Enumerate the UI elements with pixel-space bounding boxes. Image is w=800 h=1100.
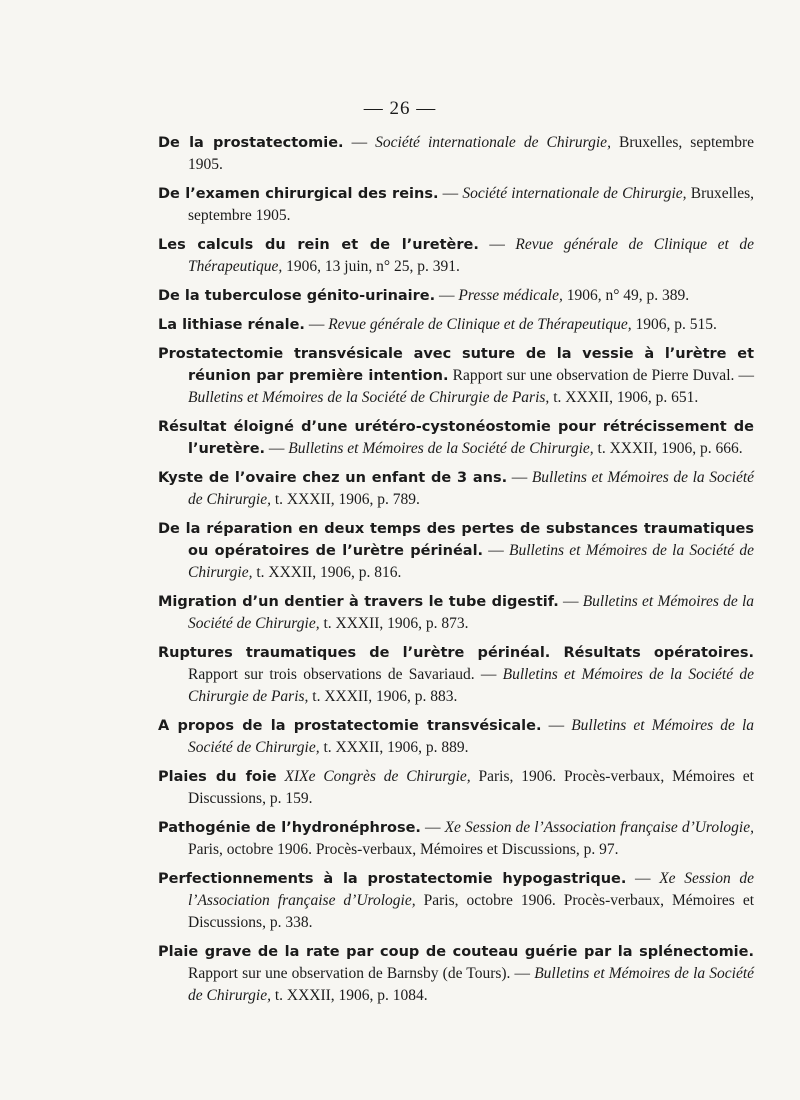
bibliography-entry — [158, 132, 754, 176]
entry-separator: — — [541, 717, 572, 734]
bibliography-entry — [158, 715, 754, 759]
entry-details: Paris, 1906. Procès-verbaux, Mémoires et Discussions, p. 159. — [188, 768, 754, 807]
entry-separator: — — [438, 185, 463, 202]
bibliography-entry — [158, 467, 754, 511]
entry-details: t. XXXII, 1906, p. 873. — [319, 615, 469, 632]
bibliography-entry — [158, 285, 754, 307]
bibliography-entry — [158, 642, 754, 708]
entry-separator: — — [435, 287, 459, 304]
entry-separator: — — [478, 236, 516, 253]
entry-details: 1906, p. 515. — [631, 316, 717, 333]
bibliography-entry — [158, 234, 754, 278]
entry-source: Revue générale de Clinique et de Thérapeutique, — [188, 236, 754, 275]
entry-source: Bulletins et Mémoires de la Société de Chirurgie de Paris, — [188, 666, 754, 705]
entry-source: XIXe Congrès de Chirurgie, — [284, 768, 471, 785]
entry-separator: — — [483, 542, 509, 559]
entry-details: Bruxelles, septembre 1905. — [188, 134, 755, 173]
entry-details: Paris, octobre 1906. Procès-verbaux, Mémoires et Discussions, p. 97. — [188, 841, 619, 858]
entry-source: Bulletins et Mémoires de la Société de Chirurgie, — [188, 542, 754, 581]
entry-details: t. XXXII, 1906, p. 883. — [308, 688, 458, 705]
entry-title: Ruptures traumatiques de l’urètre périnéal. Résultats opératoires. — [158, 645, 754, 661]
bibliography-entry — [158, 314, 754, 336]
entry-separator: — — [265, 440, 289, 457]
entry-source: Société internationale de Chirurgie, — [375, 134, 611, 151]
entry-source: Bulletins et Mémoires de la Société de Chirurgie, — [188, 469, 755, 508]
bibliography-entry — [158, 591, 754, 635]
entry-source: Société internationale de Chirurgie, — [462, 185, 687, 202]
bibliography-list — [158, 132, 754, 1007]
entry-title: De l’examen chirurgical des reins. — [158, 186, 439, 202]
entry-separator: — — [507, 469, 532, 486]
entry-separator: — — [304, 316, 329, 333]
entry-source: Bulletins et Mémoires de la Société de Chirurgie, — [288, 440, 594, 457]
entry-details: t. XXXII, 1906, p. 666. — [593, 440, 743, 457]
entry-details: t. XXXII, 1906, p. 1084. — [270, 987, 428, 1004]
entry-title: Kyste de l’ovaire chez un enfant de 3 ans. — [158, 470, 508, 486]
entry-separator: Rapport sur une observation de Barnsby (de Tours). — — [188, 965, 535, 982]
entry-title: Perfectionnements à la prostatectomie hypogastrique. — [158, 871, 627, 887]
entry-title: Prostatectomie transvésicale avec suture de la vessie à l’urètre et réunion par première intention. — [158, 346, 754, 384]
bibliography-entry — [158, 343, 754, 409]
bibliography-entry — [158, 817, 754, 861]
entry-title: Pathogénie de l’hydronéphrose. — [158, 820, 421, 836]
entry-title: De la réparation en deux temps des pertes de substances traumatiques ou opératoires de l’urètre périnéal. — [158, 521, 754, 559]
entry-details: 1906, n° 49, p. 389. — [562, 287, 690, 304]
entry-source: Bulletins et Mémoires de la Société de Chirurgie, — [188, 717, 755, 756]
bibliography-entry — [158, 183, 754, 227]
entry-separator — [277, 768, 285, 785]
entry-source: Bulletins et Mémoires de la Société de Chirurgie de Paris, — [188, 389, 550, 406]
entry-separator: Rapport sur trois observations de Savariaud. — — [188, 666, 503, 683]
entry-source: Presse médicale, — [458, 287, 563, 304]
page-number: — 26 — — [363, 98, 437, 119]
entry-title: Résultat éloigné d’une urétéro-cystonéostomie pour rétrécissement de l’uretère. — [158, 419, 754, 457]
bibliography-entry — [158, 416, 754, 460]
entry-title: De la tuberculose génito-urinaire. — [158, 288, 436, 304]
bibliography-entry — [158, 941, 754, 1007]
entry-details: t. XXXII, 1906, p. 889. — [319, 739, 469, 756]
entry-details: Bruxelles, septembre 1905. — [188, 185, 755, 224]
entry-details: t. XXXII, 1906, p. 651. — [549, 389, 699, 406]
entry-details: t. XXXII, 1906, p. 816. — [252, 564, 402, 581]
entry-title: Les calculs du rein et de l’uretère. — [158, 237, 479, 253]
entry-source: Bulletins et Mémoires de la Société de Chirurgie, — [188, 593, 755, 632]
bibliography-entry — [158, 518, 754, 584]
entry-separator: — — [343, 134, 376, 151]
entry-title: Migration d’un dentier à travers le tube digestif. — [158, 594, 559, 610]
entry-title: De la prostatectomie. — [158, 135, 344, 151]
entry-source: Revue générale de Clinique et de Thérapeutique, — [328, 316, 632, 333]
entry-source: Xe Session de l’Association française d’Urologie, — [444, 819, 754, 836]
entry-details: t. XXXII, 1906, p. 789. — [270, 491, 420, 508]
entry-title: Plaies du foie — [158, 769, 277, 785]
entry-details: 1906, 13 juin, n° 25, p. 391. — [282, 258, 460, 275]
entry-title: Plaie grave de la rate par coup de couteau guérie par la splénectomie. — [158, 944, 754, 960]
entry-separator: — — [626, 870, 660, 887]
entry-title: A propos de la prostatectomie transvésicale. — [158, 718, 542, 734]
entry-separator: — — [420, 819, 445, 836]
entry-separator: Rapport sur une observation de Pierre Duval. — — [448, 367, 755, 384]
entry-details: Paris, octobre 1906. Procès-verbaux, Mémoires et Discussions, p. 338. — [188, 892, 755, 931]
entry-title: La lithiase rénale. — [158, 317, 305, 333]
bibliography-entry — [158, 868, 754, 934]
entry-source: Xe Session de l’Association française d’Urologie, — [188, 870, 754, 909]
bibliography-entry — [158, 766, 754, 810]
entry-source: Bulletins et Mémoires de la Société de Chirurgie, — [188, 965, 755, 1004]
entry-separator: — — [558, 593, 583, 610]
